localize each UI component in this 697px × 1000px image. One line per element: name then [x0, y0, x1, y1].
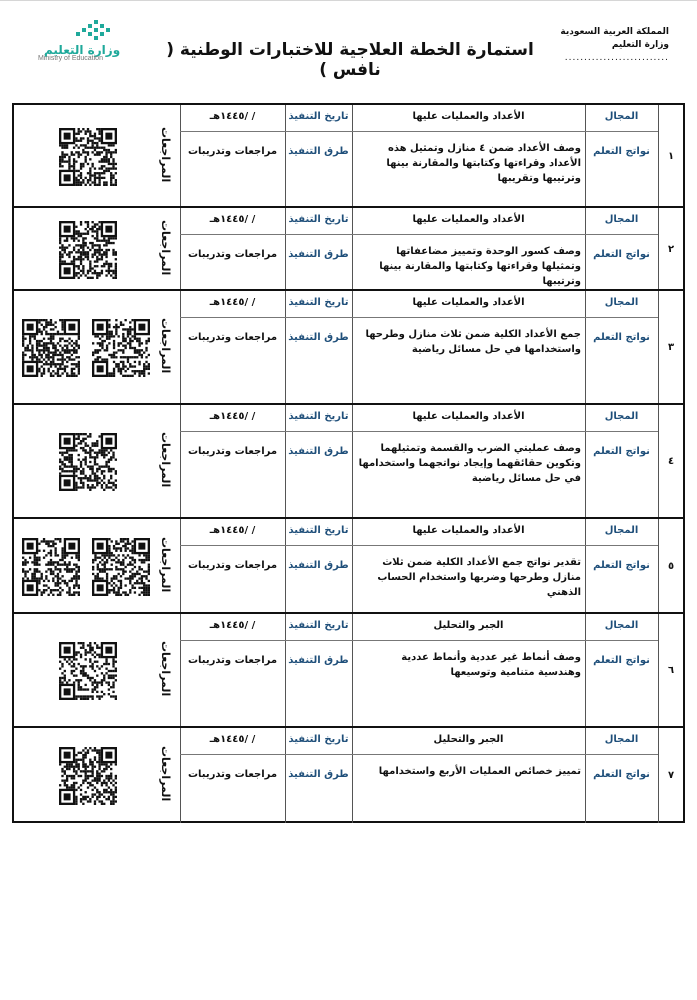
learning-outcome: وصف أنماط غير عددية وأنماط عددية وهندسية متنامية وتوسيعها: [401, 652, 581, 678]
table-row: [14, 614, 683, 728]
references-label: المراجعات: [159, 318, 172, 374]
references-label: المراجعات: [159, 536, 172, 592]
exec-date-value[interactable]: / /١٤٤٥هـ: [209, 297, 256, 308]
exec-methods-label: طرق التنفيذ: [288, 655, 349, 666]
learning-outcome: وصف عمليتي الضرب والقسمة وتمثيلهما وتكوين حقائقهما وإيجاد نواتجهما واستخدامها في حل مسائل رياضية: [358, 443, 581, 484]
outcomes-label: نواتج التعلم: [593, 560, 650, 571]
learning-outcome: وصف كسور الوحدة وتمييز مضاعفاتها وتمثيلها وقراءتها وكتابتها والمقارنة بينها وترتيبها: [379, 246, 581, 287]
row-number: ١: [667, 150, 675, 162]
subrow-divider: [180, 545, 658, 546]
exec-method-value: مراجعات وتدريبات: [187, 769, 278, 780]
exec-methods-label: طرق التنفيذ: [288, 146, 349, 157]
exec-date-value[interactable]: / /١٤٤٥هـ: [209, 620, 256, 631]
references-label: المراجعات: [159, 126, 172, 182]
column-divider: [658, 208, 659, 289]
column-divider: [658, 105, 659, 206]
org-header: [560, 26, 669, 65]
page-title: استمارة الخطة العلاجية للاختبارات الوطنية ( نافس ): [166, 40, 534, 80]
subrow-divider: [180, 754, 658, 755]
subrow-divider: [180, 640, 658, 641]
learning-outcome: تقدير نواتج جمع الأعداد الكلية ضمن ثلاث منازل وطرحها وضربها واستخدام الحساب الذهني: [377, 557, 581, 598]
learning-outcome: وصف الأعداد ضمن ٤ منازل وتمثيل هذه الأعداد وقراءتها وكتابتها والمقارنة بينها وترتيبها وتقريبها: [386, 143, 581, 184]
logo-arabic-text: وزارة التعليم: [44, 43, 121, 57]
exec-method-value: مراجعات وتدريبات: [187, 146, 278, 157]
domain-label: المجال: [604, 111, 639, 122]
exec-methods-label: طرق التنفيذ: [288, 446, 349, 457]
exec-method-value: مراجعات وتدريبات: [187, 446, 278, 457]
domain-value: الأعداد والعمليات عليها: [412, 297, 525, 308]
column-divider: [658, 728, 659, 823]
exec-date-value[interactable]: / /١٤٤٥هـ: [209, 734, 256, 745]
row-number: ٥: [667, 560, 675, 572]
domain-value: الأعداد والعمليات عليها: [412, 111, 525, 122]
references-label: المراجعات: [159, 745, 172, 801]
row-number: ٤: [667, 456, 675, 467]
references-label: المراجعات: [159, 219, 172, 275]
qr-code-icon[interactable]: [59, 221, 117, 279]
outcomes-label: نواتج التعلم: [593, 769, 650, 780]
table-row: [14, 208, 683, 291]
qr-code-icon[interactable]: [59, 433, 117, 491]
qr-code-icon[interactable]: [59, 128, 117, 186]
subrow-divider: [180, 234, 658, 235]
domain-value: الأعداد والعمليات عليها: [412, 525, 525, 536]
outcomes-label: نواتج التعلم: [593, 446, 650, 457]
outcomes-label: نواتج التعلم: [593, 655, 650, 666]
logo-icon: [74, 20, 114, 42]
exec-date-label: تاريخ التنفيذ: [288, 297, 349, 308]
learning-outcome: تمييز خصائص العمليات الأربع واستخدامها: [378, 766, 581, 777]
exec-methods-label: طرق التنفيذ: [288, 560, 349, 571]
top-divider: [0, 0, 697, 1]
exec-date-label: تاريخ التنفيذ: [288, 734, 349, 745]
domain-value: الأعداد والعمليات عليها: [412, 411, 525, 422]
table-row: [14, 728, 683, 823]
row-number: ٦: [667, 665, 675, 676]
qr-code-icon[interactable]: [59, 747, 117, 805]
exec-date-label: تاريخ التنفيذ: [288, 111, 349, 122]
exec-date-value[interactable]: / /١٤٤٥هـ: [209, 111, 256, 122]
subrow-divider: [180, 431, 658, 432]
exec-date-label: تاريخ التنفيذ: [288, 214, 349, 225]
exec-method-value: مراجعات وتدريبات: [187, 332, 278, 343]
exec-date-value[interactable]: / /١٤٤٥هـ: [209, 214, 256, 225]
domain-label: المجال: [604, 620, 639, 631]
exec-date-label: تاريخ التنفيذ: [288, 525, 349, 536]
exec-method-value: مراجعات وتدريبات: [187, 249, 278, 260]
domain-label: المجال: [604, 411, 639, 422]
header-dots: ...........................: [564, 53, 669, 63]
references-label: المراجعات: [159, 432, 172, 488]
exec-date-label: تاريخ التنفيذ: [288, 620, 349, 631]
exec-methods-label: طرق التنفيذ: [288, 332, 349, 343]
qr-code-icon[interactable]: [92, 538, 150, 596]
column-divider: [658, 519, 659, 612]
row-number: ٢: [667, 243, 675, 255]
kingdom-name: المملكة العربية السعودية: [560, 27, 669, 37]
exec-methods-label: طرق التنفيذ: [288, 769, 349, 780]
references-label: المراجعات: [159, 641, 172, 697]
domain-value: الجبر والتحليل: [433, 620, 504, 631]
qr-code-icon[interactable]: [92, 319, 150, 377]
row-number: ٣: [667, 342, 675, 353]
outcomes-label: نواتج التعلم: [593, 146, 650, 157]
exec-date-value[interactable]: / /١٤٤٥هـ: [209, 411, 256, 422]
ministry-logo: [38, 20, 138, 70]
outcomes-label: نواتج التعلم: [593, 249, 650, 260]
qr-code-icon[interactable]: [22, 538, 80, 596]
ministry-name: وزارة التعليم: [611, 40, 669, 50]
domain-value: الأعداد والعمليات عليها: [412, 214, 525, 225]
learning-outcome: جمع الأعداد الكلية ضمن ثلاث منازل وطرحها واستخدامها في حل مسائل رياضية: [365, 329, 581, 355]
domain-label: المجال: [604, 214, 639, 225]
logo-english-text: Ministry of Education: [38, 55, 103, 62]
qr-code-icon[interactable]: [59, 642, 117, 700]
qr-code-icon[interactable]: [22, 319, 80, 377]
domain-label: المجال: [604, 297, 639, 308]
row-number: ٧: [667, 769, 675, 781]
exec-date-label: تاريخ التنفيذ: [288, 411, 349, 422]
column-divider: [658, 291, 659, 403]
domain-label: المجال: [604, 525, 639, 536]
table-row: [14, 291, 683, 405]
table-row: [14, 519, 683, 614]
column-divider: [658, 405, 659, 517]
table-row: [14, 105, 683, 208]
subrow-divider: [180, 131, 658, 132]
exec-method-value: مراجعات وتدريبات: [187, 560, 278, 571]
table-row: [14, 405, 683, 519]
exec-methods-label: طرق التنفيذ: [288, 249, 349, 260]
exec-date-value[interactable]: / /١٤٤٥هـ: [209, 525, 256, 536]
column-divider: [658, 614, 659, 726]
domain-value: الجبر والتحليل: [433, 734, 504, 745]
subrow-divider: [180, 317, 658, 318]
outcomes-label: نواتج التعلم: [593, 332, 650, 343]
domain-label: المجال: [604, 734, 639, 745]
exec-method-value: مراجعات وتدريبات: [187, 655, 278, 666]
remedial-plan-table: [12, 103, 685, 823]
